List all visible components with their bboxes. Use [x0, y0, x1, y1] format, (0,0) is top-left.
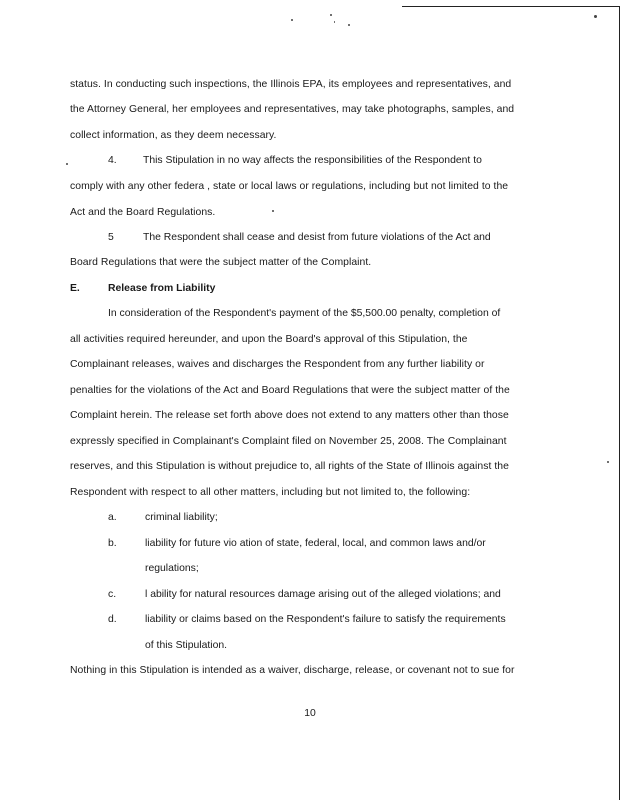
body-text-line: Complaint herein. The release set forth above does not extend to any matters other than those: [70, 410, 509, 421]
scan-speck: [272, 210, 274, 212]
list-item-letter: a.: [108, 512, 117, 523]
list-item-letter: c.: [108, 589, 117, 600]
body-text-line: reserves, and this Stipulation is without prejudice to, all rights of the State of Illinois against the: [70, 461, 509, 472]
paragraph-5-first-line: The Respondent shall cease and desist from future violations of the Act and: [143, 232, 491, 243]
scan-speck: [66, 163, 68, 165]
list-item-text: regulations;: [145, 563, 199, 574]
section-letter: E.: [70, 283, 80, 294]
scan-speck: [594, 15, 597, 18]
body-text-line: comply with any other federa , state or local laws or regulations, including but not limited to the: [70, 181, 509, 192]
scan-border-top: [402, 6, 620, 7]
list-item-text: criminal liability;: [145, 512, 218, 523]
scan-speck: [348, 24, 350, 26]
section-title: Release from Liability: [108, 283, 216, 294]
list-item-letter: d.: [108, 614, 117, 625]
list-item-text: liability or claims based on the Respondent's failure to satisfy the requirements: [145, 614, 506, 625]
list-item-text: liability for future vio ation of state, federal, local, and common laws and/or: [145, 538, 486, 549]
list-item-text: l ability for natural resources damage arising out of the alleged violations; and: [145, 589, 501, 600]
body-text-line: Complainant releases, waives and discharges the Respondent from any further liability or: [70, 359, 485, 370]
paragraph-number-5: 5: [108, 232, 114, 243]
scan-speck: [291, 19, 293, 21]
list-item-letter: b.: [108, 538, 117, 549]
section-e-first-line: In consideration of the Respondent's payment of the $5,500.00 penalty, completion of: [108, 308, 501, 319]
body-text-line: Nothing in this Stipulation is intended as a waiver, discharge, release, or covenant not to sue for: [70, 665, 515, 676]
body-text-line: Respondent with respect to all other matters, including but not limited to, the following:: [70, 487, 471, 498]
body-text-line: Act and the Board Regulations.: [70, 207, 216, 218]
list-item-text: of this Stipulation.: [145, 640, 228, 651]
paragraph-number-4: 4.: [108, 155, 117, 166]
paragraph-4-first-line: This Stipulation in no way affects the responsibilities of the Respondent to: [143, 155, 482, 166]
body-text-line: expressly specified in Complainant's Complaint filed on November 25, 2008. The Complainant: [70, 436, 507, 447]
scan-speck: [334, 21, 335, 23]
scan-speck: [330, 14, 332, 16]
body-text-line: penalties for the violations of the Act and Board Regulations that were the subject matter of the: [70, 385, 510, 396]
body-text-line: status. In conducting such inspections, the Illinois EPA, its employees and representatives, and: [70, 79, 512, 90]
body-text-line: collect information, as they deem necessary.: [70, 130, 277, 141]
body-text-line: Board Regulations that were the subject matter of the Complaint.: [70, 257, 372, 268]
body-text-line: all activities required hereunder, and upon the Board's approval of this Stipulation, the: [70, 334, 468, 345]
scan-speck: [607, 461, 609, 463]
page-number: 10: [304, 708, 316, 719]
body-text-line: the Attorney General, her employees and representatives, may take photographs, samples, and: [70, 104, 515, 115]
